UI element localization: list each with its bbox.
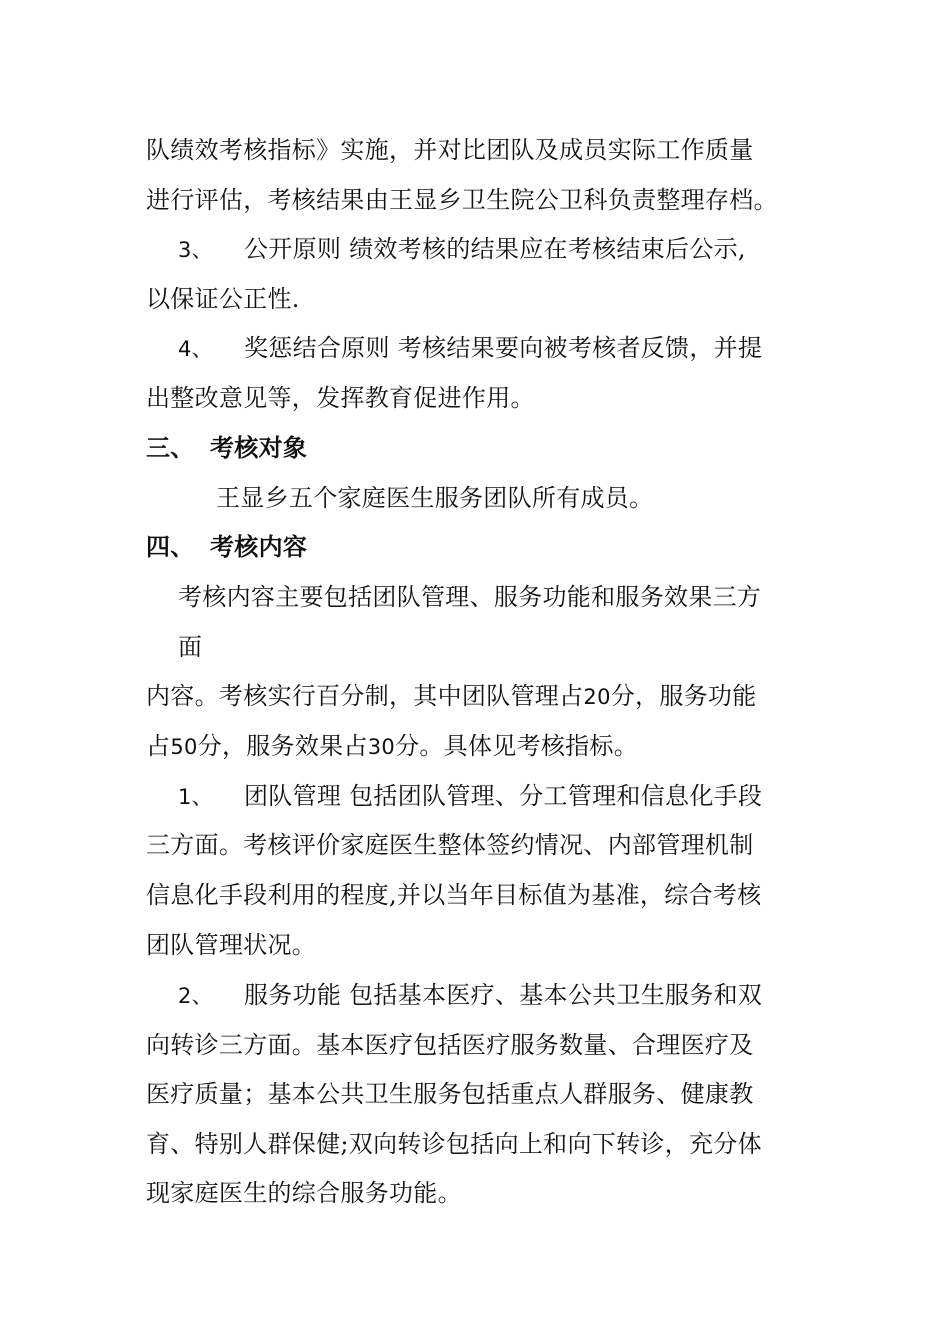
text-span: 分，服务功能	[610, 682, 757, 710]
text-line: 三方面。考核评价家庭医生整体签约情况、内部管理机制	[146, 831, 754, 859]
text-line: 现家庭医生的综合服务功能。	[146, 1179, 462, 1207]
score-value: 30	[367, 735, 396, 759]
item-number: 2、	[178, 984, 213, 1008]
text-line: 考核内容主要包括团队管理、服务功能和服务效果三方	[178, 583, 762, 611]
text-span: 内容。考核实行百分制，其中团队管理占	[146, 682, 584, 710]
item-number: 1、	[178, 785, 213, 809]
heading-number: 四、	[146, 532, 195, 561]
text-line: 医疗质量；基本公共卫生服务包括重点人群服务、健康教	[146, 1080, 754, 1108]
text-line: 育、特别人群保健;双向转诊包括向上和向下转诊，充分体	[146, 1130, 762, 1158]
text-line: 向转诊三方面。基本医疗包括医疗服务数量、合理医疗及	[146, 1031, 754, 1059]
subitem-text: 团队管理 包括团队管理、分工管理和信息化手段	[244, 782, 763, 810]
subitem-text: 服务功能 包括基本医疗、基本公共卫生服务和双	[244, 981, 763, 1009]
text-span: 分。具体见考核指标。	[395, 732, 639, 760]
principle-4	[178, 333, 762, 364]
section-heading-3	[146, 433, 307, 463]
text-line: 团队管理状况。	[146, 931, 317, 959]
heading-number: 三、	[146, 433, 195, 462]
heading-title: 考核对象	[210, 433, 308, 462]
text-line	[146, 681, 757, 712]
section-heading-4	[146, 532, 307, 562]
text-line: 信息化手段利用的程度,并以当年目标值为基准，综合考核	[146, 881, 762, 909]
text-line: 以保证公正性.	[146, 285, 300, 313]
principle-text: 绩效考核的结果应在考核结束后公示,	[341, 235, 746, 263]
score-value: 50	[170, 735, 198, 759]
subitem-2	[178, 980, 762, 1011]
text-span: 分，服务效果占	[197, 732, 368, 760]
score-value: 20	[583, 685, 611, 709]
text-line: 面	[178, 633, 203, 661]
subitem-1	[178, 781, 762, 812]
text-span: 占	[146, 732, 171, 760]
principle-3	[178, 234, 746, 265]
principle-title: 奖惩结合原则	[244, 334, 390, 362]
principle-title: 公开原则	[244, 235, 342, 263]
text-line: 队绩效考核指标》实施，并对比团队及成员实际工作质量	[146, 136, 754, 164]
item-number: 4、	[178, 337, 213, 361]
text-line: 进行评估，考核结果由王显乡卫生院公卫科负责整理存档。	[146, 186, 778, 214]
heading-title: 考核内容	[210, 532, 308, 561]
principle-text: 考核结果要向被考核者反馈，并提	[389, 334, 763, 362]
text-line: 王显乡五个家庭医生服务团队所有成员。	[216, 484, 654, 512]
text-line: 出整改意见等，发挥教育促进作用。	[146, 384, 535, 412]
item-number: 3、	[178, 238, 213, 262]
text-line	[146, 731, 638, 762]
